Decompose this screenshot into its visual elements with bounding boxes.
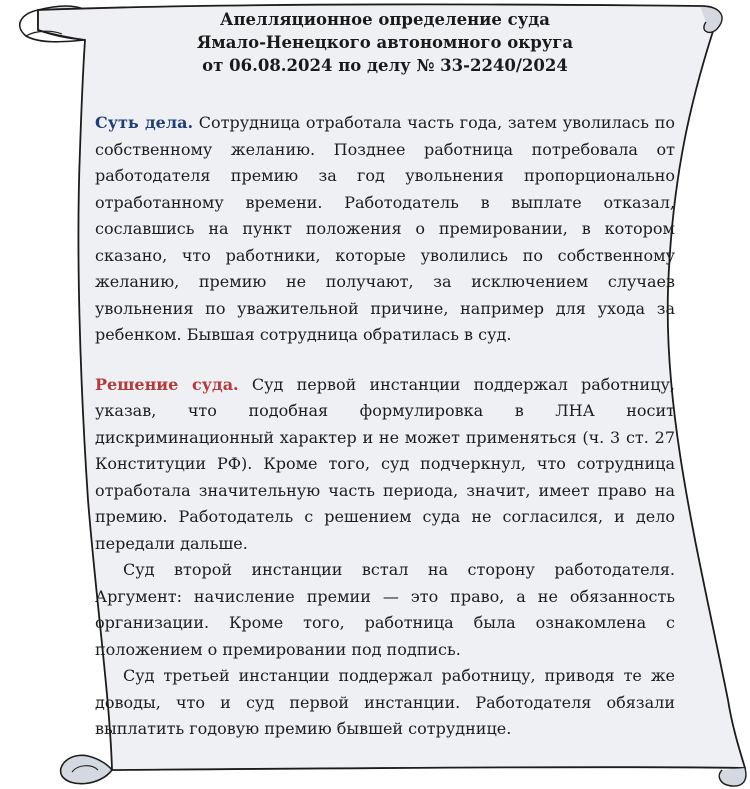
document-title	[95, 8, 675, 77]
essence-label: Суть дела.	[95, 113, 194, 132]
scroll-bottom-right-curl	[719, 768, 746, 786]
third-instance-paragraph: Суд третьей инстанции поддержал работницу, приводя те же доводы, что и суд первой инстанции. Работодателя обязали выплатить годовую премию бывшей сотруднице.	[95, 666, 675, 738]
title-line-3: от 06.08.2024 по делу № 33-2240/2024	[202, 56, 568, 75]
title-line-1: Апелляционное определение суда	[220, 10, 550, 29]
document-body	[95, 8, 675, 743]
decision-label: Решение суда.	[95, 374, 239, 394]
decision-paragraph	[95, 372, 675, 558]
essence-text: Сотрудница отработала часть года, затем уволилась по собственному желанию. Позднее работница потребовала от работодателя премию за год увольнения пропорционально отработанному времени. Работодатель в выплате отказал, сославшись на пункт положения о премировании, в котором сказано, что работники, которые уволились по собственному желанию, премию не получают, за исключением случаев увольнения по уважительной причине, например для ухода за ребенком. Бывшая сотрудница обратилась в суд.	[95, 113, 675, 344]
decision-text: Суд первой инстанции поддержал работницу, указав, что подобная формулировка в ЛНА носит дискриминационный характер и не может применяться (ч. 3 ст. 27 Конституции РФ). Кроме того, суд подчеркнул, что сотрудница отработала значительную часть периода, значит, имеет право на премию. Работодатель с решением суда не согласился, и дело передали дальше.	[95, 374, 676, 553]
title-line-2: Ямало-Ненецкого автономного округа	[196, 33, 574, 52]
second-instance-paragraph: Суд второй инстанции встал на сторону работодателя. Аргумент: начисление премии — это право, а не обязанность организации. Кроме того, работница была ознакомлена с положением о премировании под подпись.	[95, 560, 675, 659]
scroll-bottom-left-curl	[61, 755, 112, 783]
essence-paragraph	[95, 110, 675, 349]
